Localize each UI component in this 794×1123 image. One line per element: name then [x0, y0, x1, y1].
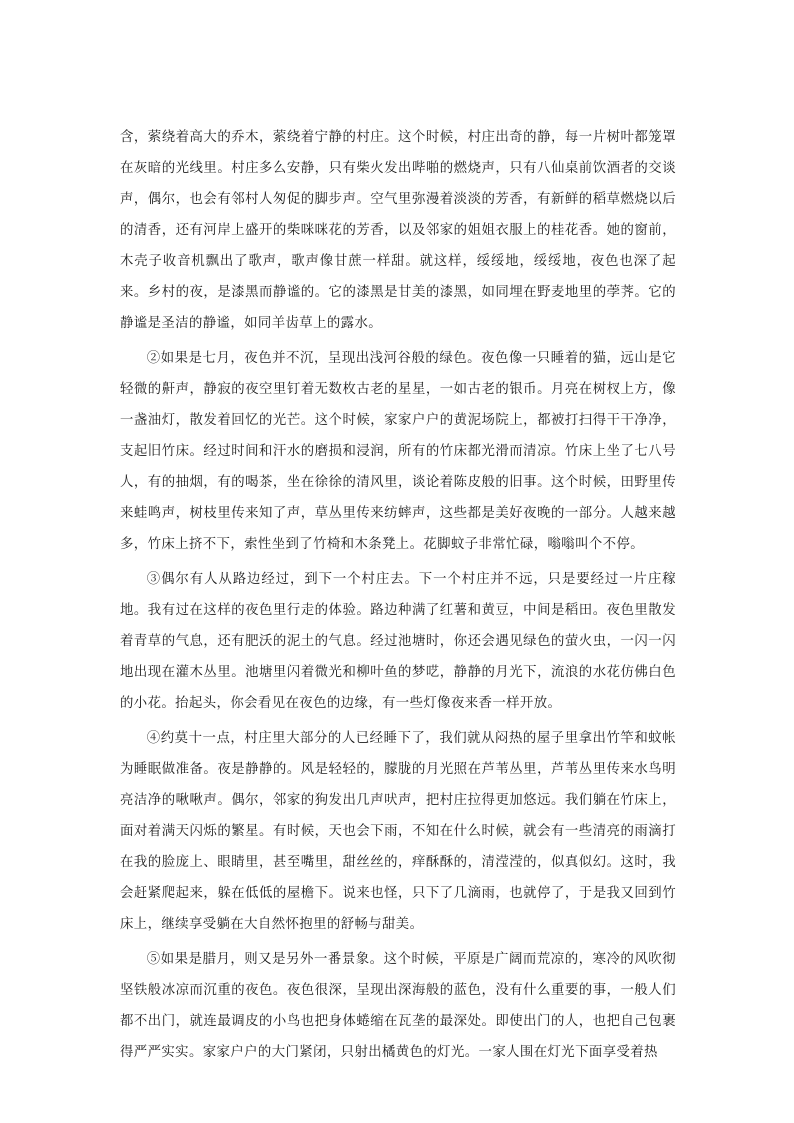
paragraph-2: ②如果是七月，夜色并不沉，呈现出浅河谷般的绿色。夜色像一只睡着的猫，远山是它轻微的鼾声，静寂的夜空里钉着无数枚古老的星星，一如古老的银币。月亮在树杈上方，像一盏油灯，散发着回忆的光芒。这个时候，家家户户的黄泥场院上，都被打扫得干干净净，支起旧竹床。经过时间和汗水的磨损和浸润，所有的竹床都光滑而清凉。竹床上坐了七八号人，有的抽烟，有的喝茶，坐在徐徐的清风里，谈论着陈皮般的旧事。这个时候，田野里传来蛙鸣声，树枝里传来知了声，草丛里传来纺蟀声，这些都是美好夜晚的一部分。人越来越多，竹床上挤不下，索性坐到了竹椅和木条凳上。花脚蚊子非常忙碌，嗡嗡叫个不停。: [120, 351, 676, 552]
document-body: [120, 122, 676, 1068]
paragraph-4: ④约莫十一点，村庄里大部分的人已经睡下了，我们就从闷热的屋子里拿出竹竿和蚊帐为睡眠做准备。夜是静静的。风是轻轻的，朦胧的月光照在芦苇丛里，芦苇丛里传来水鸟明亮洁净的啾啾声。偶尔，邻家的狗发出几声吠声，把村庄拉得更加悠远。我们躺在竹床上，面对着满天闪烁的繁星。有时候，天也会下雨，不知在什么时候，就会有一些清亮的雨滴打在我的脸庞上、眼睛里，甚至嘴里，甜丝丝的，痒酥酥的，清滢滢的，似真似幻。这时，我会赶紧爬起来，躲在低低的屋檐下。说来也怪，只下了几滴雨，也就停了，于是我又回到竹床上，继续享受躺在大自然怀抱里的舒畅与甜美。: [120, 731, 676, 932]
paragraph-5: ⑤如果是腊月，则又是另外一番景象。这个时候，平原是广阔而荒凉的，寒冷的风吹彻坚铁般冰凉而沉重的夜色。夜色很深，呈现出深海般的蓝色，没有什么重要的事，一般人们都不出门，就连最调皮的小鸟也把身体蜷缩在瓦垄的最深处。即使出门的人，也把自己包裹得严严实实。家家户户的大门紧闭，只射出橘黄色的灯光。一家人围在灯光下面享受着热: [120, 952, 676, 1060]
paragraph-1: 含，萦绕着高大的乔木，萦绕着宁静的村庄。这个时候，村庄出奇的静，每一片树叶都笼罩在灰暗的光线里。村庄多么安静，只有柴火发出哔啪的燃烧声，只有八仙桌前饮酒者的交谈声，偶尔，也会有邻村人匆促的脚步声。空气里弥漫着淡淡的芳香，有新鲜的稻草燃烧以后的清香，还有河岸上盛开的柴咪咪花的芳香，以及邻家的姐姐衣服上的桂花香。她的窗前，木壳子收音机飘出了歌声，歌声像甘蔗一样甜。就这样，绥绥地，绥绥地，夜色也深了起来。乡村的夜，是漆黑而静谧的。它的漆黑是甘美的漆黑，如同埋在野麦地里的荸荠。它的静谧是圣洁的静谧，如同羊齿草上的露水。: [120, 130, 676, 331]
paragraph-3: ③偶尔有人从路边经过，到下一个村庄去。下一个村庄并不远，只是要经过一片庄稼地。我有过在这样的夜色里行走的体验。路边种满了红薯和黄豆，中间是稻田。夜色里散发着青草的气息，还有肥沃的泥土的气息。经过池塘时，你还会遇见绿色的萤火虫，一闪一闪地出现在灌木丛里。池塘里闪着微光和柳叶鱼的梦呓，静静的月光下，流浪的水花仿佛白色的小花。抬起头，你会看见在夜色的边缘，有一些灯像夜来香一样开放。: [120, 572, 676, 711]
